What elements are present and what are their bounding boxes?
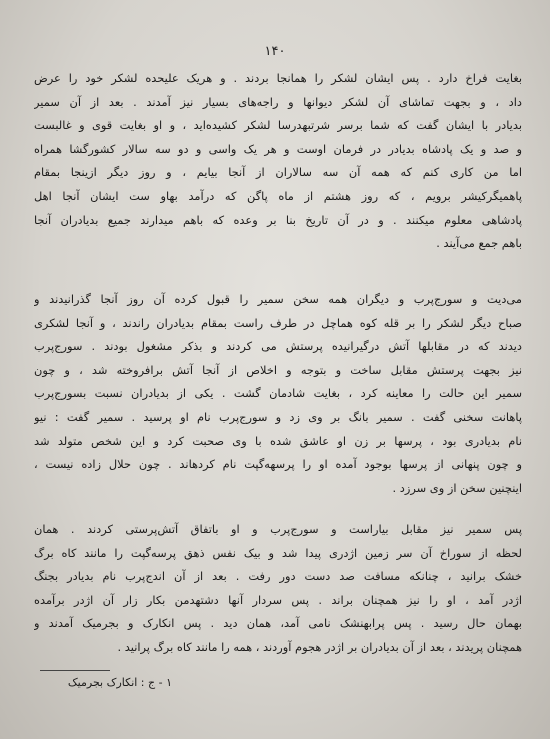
paragraph-2 [34, 288, 522, 500]
footnote: ۱ - ج : انکارک بجرمیک [67, 676, 172, 689]
text-line: پاهمیگرکیشر برویم ، که روز هشتم از ماه پاگن که درآمد بهاو ست ایشان آنجا اهل [34, 188, 522, 203]
text-line: نیز بجهت پرستش مقابل ساخت و بتوجه و اخلاص از آنجا آتش برافروخته شد ، و چون [34, 362, 522, 377]
text-line: بغایت فراخ دارد . پس ایشان لشکر را همانجا بردند . و هریک علیحده لشکر خود را عرض [34, 71, 522, 85]
text-line: پادشاهی معلوم میکنند . و در آن تاریخ بنا بر وعده که باهم میدارند جمیع بدیادران آنجا [34, 212, 522, 227]
paragraph-3 [34, 518, 522, 660]
text-line: پس سمیر نیز مقابل بیاراست و سورج‌پرب و او باتفاق آتش‌پرستی کردند . همان [34, 522, 522, 536]
text-line: بدیادر با ایشان گفت که شما برسر شرتبهدرسا لشکر کشیده‌اید ، و او بغایت قوی و غالبست [34, 118, 522, 133]
paragraph-1 [34, 67, 522, 256]
text-line: داد ، و بجهت تماشای آن لشکر دیوانها و راجه‌های بسیار نیز آمدند . بعد از آن سمیر [34, 94, 522, 109]
text-line: لحظه از سوراخ آن سر زمین اژدری پیدا شد و بیک نفس ذهق پرسه‌گپت را مانند کاه برگ [34, 545, 522, 560]
text-line: اما من کاری کنم که همه آن سه سالاران از آنجا بیایم ، و روز دیگر ازینجا بمقام [34, 165, 522, 180]
page-number: ۱۴۰ [264, 44, 286, 59]
text-line: و صد و یک پادشاه بدیادر در فرمان اوست و هر یک واسی و دو سه سالار کشورگشا همراه [34, 141, 522, 156]
text-line: اینچنین سخن از وی سرزد . [392, 480, 522, 495]
footnote-divider [40, 670, 110, 671]
text-line: همچنان پریدند ، بعد از آن بدیادران بر اژدر هجوم آوردند ، همه را مانند کاه برگ پرانید . [117, 639, 522, 654]
text-line: بهمان حال رسید . پس پرابهنشک نامی آمد، همان دید . پس انکارک و بجرمیک آمدند و [34, 616, 522, 631]
text-line: سمیر این حالت را معاینه کرد ، بغایت شادمان گشت . یکی از بدیادران نسبت بسورج‌پرب [34, 386, 522, 401]
text-line: دیدند که در مقابلها آتش درگیرانیده پرستش می کردند و بذکر مشغول بودند . سورج‌پرب [34, 339, 522, 354]
text-line: اژدر آمد ، او را نیز همچنان براند . پس سردار آنها دشتهدمن بکار زار آن اژدر برآمده [34, 592, 522, 607]
text-line: و چون پنهانی از پرسها بوجود آمده او را پرسهه‌گپت نام کردهاند . چون حلال زاده نیست ، [34, 457, 522, 472]
text-line: صباح دیگر لشکر را بر قله کوه هماچل در طرف راست بمقام بدیادران راندند ، و آنجا لشکری [34, 315, 522, 330]
text-line: نام بدیادری بود ، پرسها بر زن او عاشق شده با وی صحبت کرد و این شخص متولد شد [34, 433, 522, 448]
text-line: باهم جمع می‌آیند . [436, 236, 522, 251]
text-line: خشک برانید ، چنانکه مسافت صد دست دور رفت . بعد از آن اندج‌پرب نام بدیادر بجنگ [34, 569, 522, 584]
text-line: پاهانت سخنی گفت . سمیر بانگ بر وی زد و سورج‌پرب نام او پرسید . سمیر گفت : نیو [34, 409, 522, 424]
text-line: می‌دیت و سورج‌پرب و دیگران همه سخن سمیر را قبول کرده آن روز آنجا گذرانیدند و [34, 292, 522, 306]
